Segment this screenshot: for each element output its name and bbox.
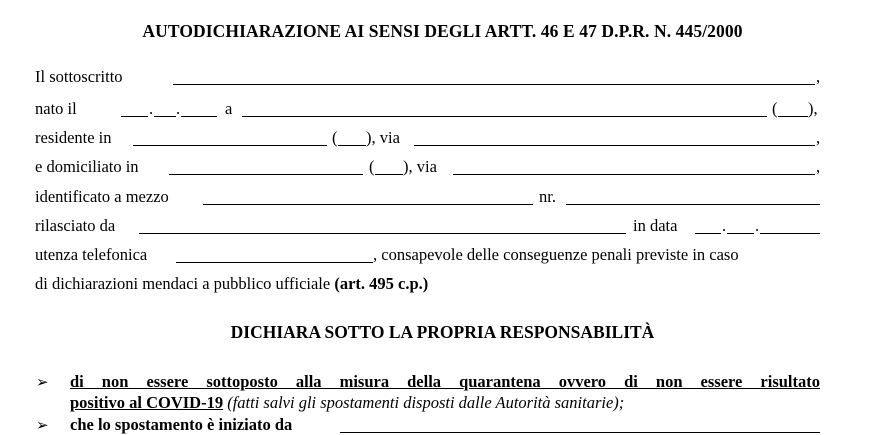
item-text: che lo spostamento è iniziato da — [70, 415, 293, 434]
label-in-data: in data — [633, 216, 678, 235]
field-giorno-rilascio-line[interactable] — [695, 233, 721, 234]
field-documento-line[interactable] — [203, 204, 533, 205]
prov-close: ), — [808, 99, 818, 118]
prov-via: ), via — [403, 157, 437, 176]
field-luogo-nascita-line[interactable] — [242, 116, 767, 117]
comma: , — [816, 128, 821, 147]
comma: , — [816, 67, 821, 86]
date-dot: . — [176, 99, 181, 118]
prov-open: ( — [332, 128, 338, 147]
date-dot: . — [755, 216, 760, 235]
field-residenza-line[interactable] — [133, 145, 327, 146]
bullet-arrow-icon: ➢ — [36, 375, 49, 391]
field-mese-line[interactable] — [154, 116, 176, 117]
row-identificato — [35, 186, 821, 208]
field-anno-line[interactable] — [181, 116, 217, 117]
field-via-domicilio-line[interactable] — [453, 174, 815, 175]
field-domicilio-line[interactable] — [169, 174, 363, 175]
list-item — [70, 371, 820, 413]
label-identificato: identificato a mezzo — [35, 187, 169, 206]
document-title: AUTODICHIARAZIONE AI SENSI DEGLI ARTT. 46 E 47 D.P.R. N. 445/2000 — [142, 21, 743, 41]
art-reference: (art. 495 c.p.) — [334, 274, 429, 293]
row-utenza — [35, 244, 821, 266]
item-line-2: positivo al COVID-19 (fatti salvi gli spostamenti disposti dalle Autorità sanitarie); — [70, 393, 625, 412]
field-prov-nascita-line[interactable] — [778, 116, 808, 117]
row-sottoscritto — [35, 66, 821, 88]
label-a: a — [225, 99, 233, 118]
field-via-residenza-line[interactable] — [414, 145, 815, 146]
row-domicilio — [35, 156, 821, 178]
field-numero-documento-line[interactable] — [566, 204, 820, 205]
label-nr: nr. — [539, 187, 556, 206]
text-mendaci: di dichiarazioni mendaci a pubblico ufficiale (art. 495 c.p.) — [35, 274, 429, 293]
label-utenza: utenza telefonica — [35, 245, 148, 264]
label-residente-in: residente in — [35, 128, 112, 147]
field-telefono-line[interactable] — [176, 262, 373, 263]
field-partenza-line[interactable] — [340, 432, 820, 433]
label-domiciliato-in: e domiciliato in — [35, 157, 139, 176]
comma: , — [816, 157, 821, 176]
date-dot: . — [722, 216, 727, 235]
field-giorno-line[interactable] — [121, 116, 148, 117]
field-prov-residenza-line[interactable] — [338, 145, 366, 146]
field-prov-domicilio-line[interactable] — [375, 174, 403, 175]
row-residente — [35, 127, 821, 149]
field-mese-rilascio-line[interactable] — [727, 233, 754, 234]
text-consapevole: , consapevole delle conseguenze penali previste in caso — [373, 245, 739, 264]
row-nato — [35, 98, 821, 120]
row-rilasciato — [35, 215, 821, 237]
label-nato-il: nato il — [35, 99, 77, 118]
field-anno-rilascio-line[interactable] — [760, 233, 820, 234]
field-ente-rilascio-line[interactable] — [139, 233, 626, 234]
section-heading: DICHIARA SOTTO LA PROPRIA RESPONSABILITÀ — [230, 322, 655, 342]
item-line-1: di non essere sottoposto alla misura della quarantena ovvero di non essere risultato — [70, 372, 820, 391]
prov-via: ), via — [366, 128, 400, 147]
prov-open: ( — [369, 157, 375, 176]
prov-open: ( — [772, 99, 778, 118]
row-mendaci — [35, 273, 821, 295]
date-dot: . — [149, 99, 154, 118]
field-nome-line[interactable] — [173, 84, 815, 85]
label-sottoscritto: Il sottoscritto — [35, 67, 123, 86]
label-rilasciato-da: rilasciato da — [35, 216, 116, 235]
bullet-arrow-icon: ➢ — [36, 418, 49, 434]
